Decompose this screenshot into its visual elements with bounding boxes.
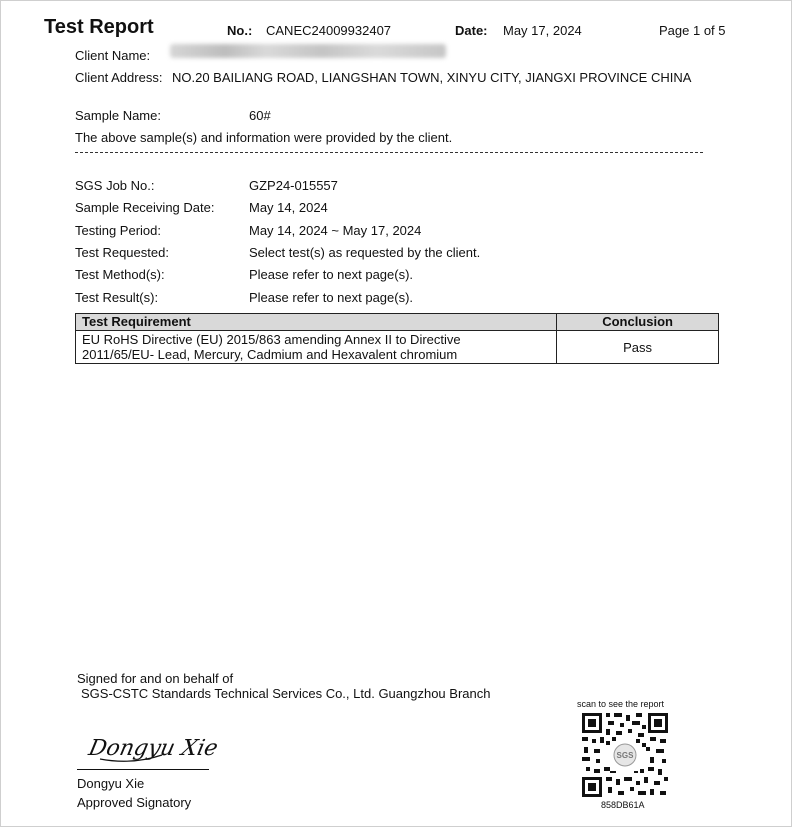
client-address-value: NO.20 BAILIANG ROAD, LIANGSHAN TOWN, XINYU CITY, JIANGXI PROVINCE CHINA bbox=[172, 70, 692, 85]
report-date-label: Date: bbox=[455, 23, 488, 38]
test-requirement-table bbox=[75, 313, 719, 364]
page-number: Page 1 of 5 bbox=[659, 23, 726, 38]
client-name-redacted bbox=[170, 44, 446, 58]
table-row bbox=[76, 331, 719, 364]
sgs-logo-text: SGS bbox=[616, 751, 634, 760]
table-header-requirement: Test Requirement bbox=[76, 314, 557, 331]
detail-label: SGS Job No.: bbox=[75, 178, 155, 193]
qr-caption: scan to see the report bbox=[577, 699, 665, 709]
client-name-label: Client Name: bbox=[75, 48, 151, 63]
sample-name-value: 60# bbox=[249, 108, 271, 123]
detail-label: Test Method(s): bbox=[75, 267, 165, 282]
requirement-line: 2011/65/EU- Lead, Mercury, Cadmium and Hexavalent chromium bbox=[82, 347, 458, 362]
company-name: SGS-CSTC Standards Technical Services Co., Ltd. Guangzhou Branch bbox=[81, 686, 491, 701]
client-address-label: Client Address: bbox=[75, 70, 163, 85]
detail-label: Test Result(s): bbox=[75, 290, 159, 305]
sample-name-label: Sample Name: bbox=[75, 108, 161, 123]
signature-text: Dongyu Xie bbox=[86, 735, 221, 761]
requirement-cell bbox=[76, 331, 557, 364]
detail-label: Sample Receiving Date: bbox=[75, 200, 215, 215]
signatory-role: Approved Signatory bbox=[77, 795, 192, 810]
signatory-name: Dongyu Xie bbox=[77, 776, 145, 791]
detail-value: Please refer to next page(s). bbox=[249, 290, 414, 305]
handwritten-signature bbox=[86, 725, 221, 767]
detail-value: May 14, 2024 bbox=[249, 200, 328, 215]
detail-value: Please refer to next page(s). bbox=[249, 267, 414, 282]
table-header-row bbox=[76, 314, 719, 331]
detail-value: GZP24-015557 bbox=[249, 178, 338, 193]
requirement-line: EU RoHS Directive (EU) 2015/863 amending Annex II to Directive bbox=[82, 332, 461, 347]
table-header-conclusion: Conclusion bbox=[557, 314, 719, 331]
detail-label: Test Requested: bbox=[75, 245, 169, 260]
report-title: Test Report bbox=[44, 16, 154, 38]
signed-on-behalf: Signed for and on behalf of bbox=[77, 671, 234, 686]
detail-value: Select test(s) as requested by the client. bbox=[249, 245, 481, 260]
conclusion-cell: Pass bbox=[557, 331, 719, 364]
dashed-divider bbox=[75, 152, 703, 153]
report-no-label: No.: bbox=[227, 23, 253, 38]
sample-note: The above sample(s) and information were provided by the client. bbox=[75, 130, 453, 145]
qr-code-id: 858DB61A bbox=[601, 800, 645, 810]
qr-code[interactable] bbox=[580, 711, 670, 799]
detail-value: May 14, 2024 ~ May 17, 2024 bbox=[249, 223, 422, 238]
signature-line bbox=[77, 769, 209, 770]
report-no-value: CANEC24009932407 bbox=[266, 23, 392, 38]
report-date-value: May 17, 2024 bbox=[503, 23, 582, 38]
detail-label: Testing Period: bbox=[75, 223, 161, 238]
